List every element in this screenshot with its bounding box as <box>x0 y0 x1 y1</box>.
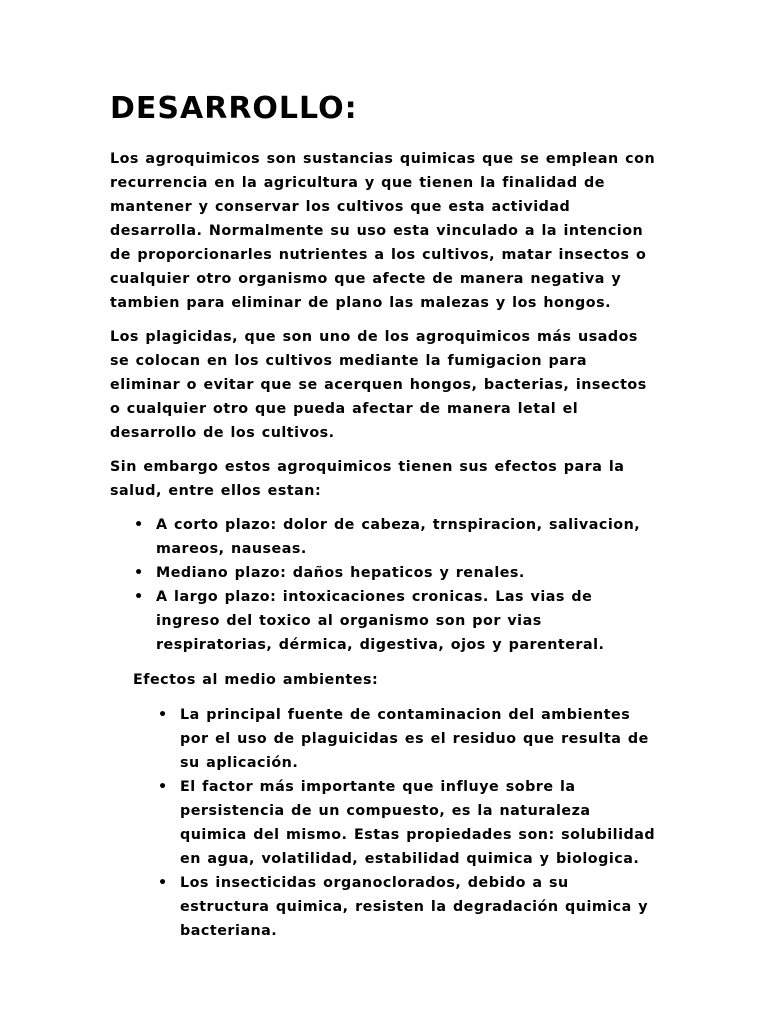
bullet-icon: • <box>158 707 168 723</box>
list-item <box>134 561 662 585</box>
paragraph-plaguicidas: Los plagicidas, que son uno de los agroquimicos más usados se colocan en los cultivos mediante la fumigacion para eliminar o evitar que se acerquen hongos, bacterias, insectos o cualquier otro que pueda afectar de manera letal el desarrollo de los cultivos. <box>110 329 647 441</box>
list-item-text: Los insecticidas organoclorados, debido a su estructura quimica, resisten la degradación quimica y bacteriana. <box>180 875 649 939</box>
bullet-icon: • <box>134 517 144 533</box>
environment-effects-list <box>110 703 662 943</box>
list-item <box>158 775 662 871</box>
list-item-text: El factor más importante que influye sobre la persistencia de un compuesto, es la naturaleza quimica del mismo. Estas propiedades son: solubilidad en agua, volatilidad, estabilidad quimica y biologica. <box>180 779 656 867</box>
list-item-text: A largo plazo: intoxicaciones cronicas. Las vias de ingreso del toxico al organismo son por vias respiratorias, dérmica, digestiva, ojos y parenteral. <box>156 589 605 653</box>
paragraph-intro: Los agroquimicos son sustancias quimicas que se emplean con recurrencia en la agricultura y que tienen la finalidad de mantener y conservar los cultivos que esta actividad desarrolla. Normalmente su uso esta vinculado a la intencion de proporcionarles nutrientes a los cultivos, matar insectos o cualquier otro organismo que afecte de manera negativa y tambien para eliminar de plano las malezas y los hongos. <box>110 151 656 311</box>
bullet-icon: • <box>134 565 144 581</box>
list-item <box>134 585 662 657</box>
environment-heading: Efectos al medio ambientes: <box>133 672 379 688</box>
list-item <box>158 703 662 775</box>
list-item-text: Mediano plazo: daños hepaticos y renales. <box>156 565 525 581</box>
document-title: DESARROLLO: <box>110 91 358 126</box>
bullet-icon: • <box>158 779 168 795</box>
list-item-text: La principal fuente de contaminacion del ambientes por el uso de plaguicidas es el residuo que resulta de su aplicación. <box>180 707 649 771</box>
health-effects-list <box>110 513 662 657</box>
list-item-text: A corto plazo: dolor de cabeza, trnspiracion, salivacion, mareos, nauseas. <box>156 517 641 557</box>
list-item <box>158 871 662 943</box>
paragraph-health-intro: Sin embargo estos agroquimicos tienen sus efectos para la salud, entre ellos estan: <box>110 459 625 499</box>
list-item <box>134 513 662 561</box>
document-page <box>110 88 662 943</box>
bullet-icon: • <box>134 589 144 605</box>
bullet-icon: • <box>158 875 168 891</box>
